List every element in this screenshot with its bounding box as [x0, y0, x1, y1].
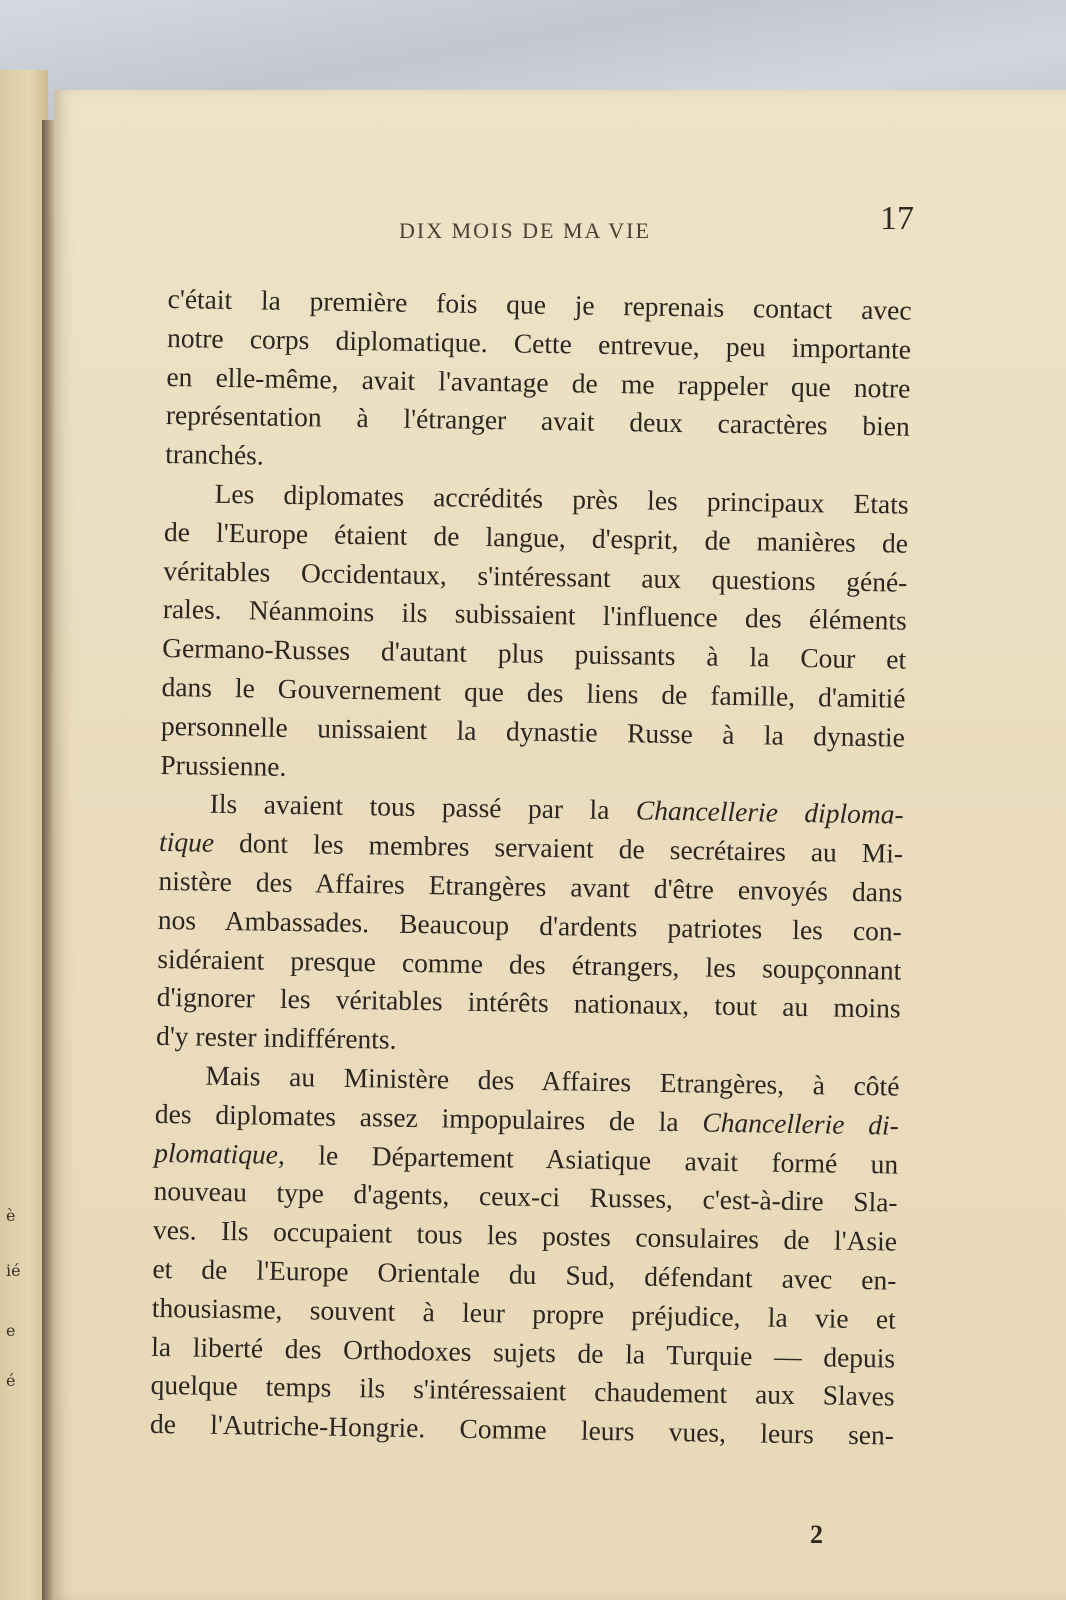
page-number: 17: [880, 200, 914, 237]
text-line: de l'Europe étaient de langue, d'esprit, de manières de: [163, 515, 909, 559]
text-line: tranchés.: [165, 438, 265, 471]
line-text: dont les membres servaient de secrétaires au Mi-: [213, 826, 904, 869]
line-text: , le Département Asiatique avait formé un: [277, 1138, 899, 1180]
text-line: nouveau type d'agents, ceux-ci Russes, c'est-à-dire Sla-: [153, 1175, 898, 1218]
body-text: [150, 280, 912, 1455]
text-line: la liberté des Orthodoxes sujets de la Turquie — depuis: [151, 1330, 896, 1374]
prev-page-mark: è: [6, 1206, 16, 1225]
previous-page-edge: [0, 70, 48, 1600]
text-line: d'ignorer les véritables intérêts nationaux, tout au moins: [156, 981, 901, 1024]
text-line: de l'Autriche-Hongrie. Comme leurs vues, leurs sen-: [149, 1407, 895, 1451]
text-line: sidéraient presque comme des étrangers, les soupçonnant: [157, 942, 902, 986]
signature-mark: 2: [810, 1520, 823, 1549]
prev-page-mark: ié: [6, 1261, 21, 1280]
text-line: thousiasme, souvent à leur propre préjudice, la vie et: [151, 1291, 897, 1335]
text-line: représentation à l'étranger avait deux caractères bien: [165, 399, 911, 443]
text-line: d'y rester indifférents.: [155, 1020, 397, 1055]
text-line: Les diplomates accrédités près les principaux Etats: [214, 477, 909, 520]
running-title: DIX MOIS DE MA VIE: [399, 218, 651, 243]
text-line: ves. Ils occupaient tous les postes consulaires de l'Asie: [152, 1214, 898, 1257]
text-line: véritables Occidentaux, s'intéressant aux questions géné-: [163, 554, 908, 598]
prev-page-mark: e: [6, 1321, 16, 1340]
text-line: rales. Néanmoins ils subissaient l'influence des éléments: [162, 593, 907, 637]
italic-text: plomatique: [154, 1136, 279, 1170]
text-line: Prussienne.: [160, 748, 287, 782]
text-line: nistère des Affaires Etrangères avant d'être envoyés dans: [158, 864, 903, 908]
italic-text: tique: [158, 826, 215, 858]
text-line: en elle-même, avait l'avantage de me rappeler que notre: [166, 360, 911, 404]
line-text: Ils avaient tous passé par la: [209, 788, 637, 826]
prev-page-mark: é: [6, 1371, 16, 1390]
page-header: [54, 200, 1066, 260]
text-line: Mais au Ministère des Affaires Etrangères, à côté: [205, 1059, 900, 1102]
book-page: [54, 90, 1066, 1600]
line-text: des diplomates assez impopulaires de la: [154, 1097, 703, 1138]
text-line: et de l'Europe Orientale du Sud, défendant avec en-: [152, 1252, 897, 1296]
text-line: dans le Gouvernement que des liens de famille, d'amitié: [161, 670, 906, 714]
text-line: personnelle unissaient la dynastie Russe à la dynastie: [160, 709, 906, 753]
text-line: notre corps diplomatique. Cette entrevue, peu importante: [166, 321, 912, 365]
italic-text: Chancellerie diploma-: [635, 794, 904, 830]
italic-text: Chancellerie di-: [702, 1106, 900, 1141]
text-line: c'était la première fois que je reprenais contact avec: [167, 282, 912, 326]
text-line: quelque temps ils s'intéressaient chaudement aux Slaves: [150, 1369, 895, 1412]
text-line: nos Ambassades. Beaucoup d'ardents patriotes les con-: [157, 903, 903, 947]
text-line: Germano-Russes d'autant plus puissants à la Cour et: [161, 632, 907, 675]
